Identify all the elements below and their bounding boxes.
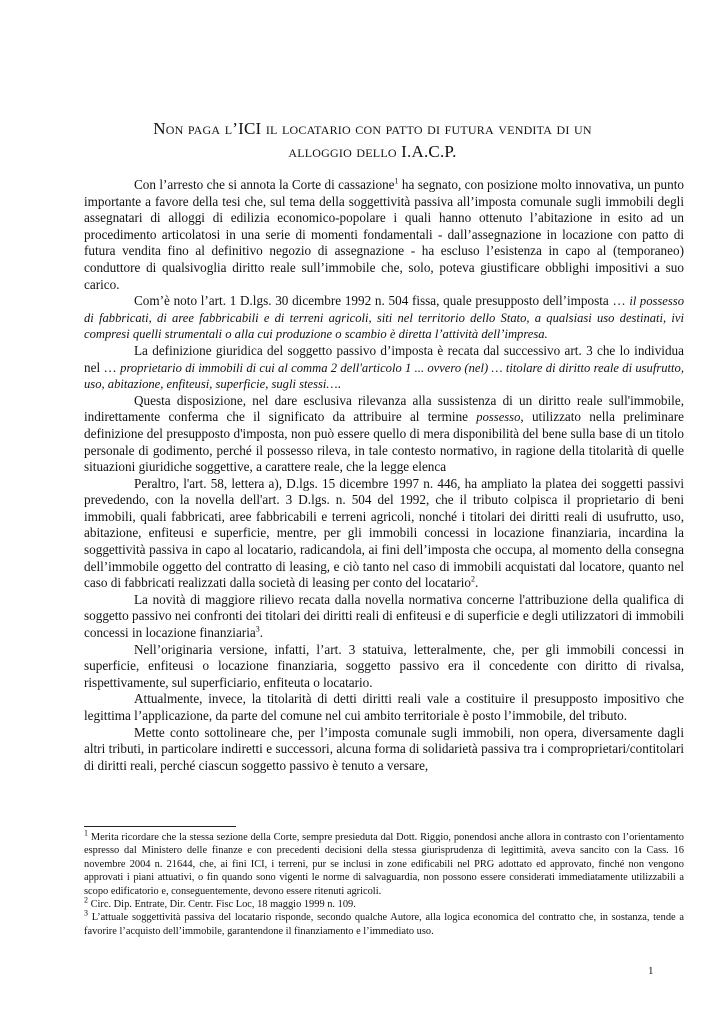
paragraph-2-text: Com’è noto l’art. 1 D.lgs. 30 dicembre 1992 n. 504 fissa, quale presupposto dell’imposta … (134, 293, 630, 309)
paragraph-5-text-a: Peraltro, l'art. 58, lettera a), D.lgs. 15 dicembre 1997 n. 446, ha ampliato la platea dei soggetti passivi prevedendo, con la novella dell'art. 3 D.lgs. n. 504 del 1992, che il tributo colpisca il proprietario di beni immobili, quali fabbricati, aree fabbricabili e terreni agricoli, nonché i titolari dei diritti reali di usufrutto, uso, abitazione, enfiteusi e superficie, mentre, per gli immobili concessi in locazione finanziaria, incardina la soggettività passiva in capo al locatario, radicandola, ai fini dell’imposta che occupa, al momento della consegna dell’immobile oggetto del contratto di leasing, e ciò tanto nel caso di immobili acquistati dal locatore, quanto nel caso di fabbricati realizzati dalla società di leasing per conto del locatario (84, 475, 684, 591)
footnote-2-number: 2 (84, 895, 88, 905)
footnote-1-number: 1 (84, 828, 88, 838)
paragraph-5 (84, 476, 684, 592)
document-title (60, 117, 685, 163)
paragraph-9: Mette conto sottolineare che, per l’imposta comunale sugli immobili, non opera, diversamente dagli altri tributi, in particolare indiretti e successori, alcuna forma di solidarietà passiva tra i comproprietari/contitolari di diritti reali, perché ciascun soggetto passivo è tenuto a versare, (84, 724, 684, 773)
footnote-3 (84, 908, 684, 938)
footnote-ref-3[interactable]: 3 (255, 624, 260, 634)
paragraph-4 (84, 393, 684, 476)
paragraph-4-text-b: , utilizzato nella preliminare definizione del presupposto d'imposta, non può essere quello di mera disponibilità del bene sulla base di un titolo personale di godimento, perché il possesso rileva, in tale contesto normativo, in ragione della titolarità di quelle situazioni giuridiche soggettive, a carattere reale, che la legge elenca (84, 409, 684, 475)
title-line-1: Non paga l’ICI il locatario con patto di futura vendita di un (153, 119, 592, 138)
title-line-2: alloggio dello I.A.C.P. (288, 142, 457, 161)
footnote-3-number: 3 (84, 908, 88, 918)
paragraph-5-text-b: . (475, 575, 479, 591)
paragraph-2 (84, 293, 684, 343)
paragraph-3-quote: proprietario di immobili di cui al comma 2 dell'articolo 1 ... ovvero (nel) … titolare di diritto reale di usufrutto, uso, abitazione, enfiteusi, superficie, sugli stessi… (84, 360, 684, 392)
paragraph-1-text-b: ha segnato, con posizione molto innovativa, un punto importante a favore della tesi che, sul tema della soggettività passiva all’imposta comunale sugli immobili degli assegnatari di alloggi di edilizia economico-popolare i quali hanno ottenuto l’abitazione in esito ad un procedimento articolatosi in una serie di momenti fondamentali - dall’assegnazione in locazione con patto di futura vendita fino al definitivo negozio di assegnazione - ha escluso l’esistenza in capo al (temporaneo) conduttore di qualsivoglia diritto reale sull’immobile che, solo, poteva giustificare obblighi impositivi a suo carico. (84, 177, 685, 292)
footnote-1 (84, 828, 684, 898)
paragraph-6-text-a: La novità di maggiore rilievo recata dalla novella normativa concerne l'attribuzione della qualifica di soggetto passivo nei confronti dei titolari dei diritti reali di enfiteusi e di superficie e degli utilizzatori di immobili concessi in locazione finanziaria (84, 591, 684, 641)
footnote-ref-1[interactable]: 1 (394, 176, 399, 186)
paragraph-1-text-a: Con l’arresto che si annota la Corte di cassazione (134, 177, 395, 192)
paragraph-3-text-a: La definizione giuridica del soggetto passivo d’imposta è recata dal successivo art. 3 che lo individua nel … (84, 342, 684, 375)
paragraph-4-text-a: Questa disposizione, nel dare esclusiva rilevanza alla sussistenza di un diritto reale sull'immobile, indirettamente conferma che il significato da attribuire al termine (84, 392, 684, 425)
paragraph-6-text-b: . (259, 625, 264, 641)
footnote-separator (84, 826, 236, 827)
footnote-2 (84, 895, 684, 911)
paragraph-8: Attualmente, invece, la titolarità di detti diritti reali vale a costituire il presupposto impositivo che legittima l’applicazione, da parte del comune nel cui ambito territoriale è posto l’immobile, del tributo. (84, 691, 684, 723)
paragraph-3 (84, 343, 684, 393)
paragraph-2-quote: il possesso di fabbricati, di aree fabbricabili e di terreni agricoli, siti nel territorio dello Stato, a qualsiasi uso destinati, ivi compresi quelli strumentali o alla cui produzione o scambio è diretta l’attività dell’impresa. (84, 294, 684, 342)
paragraph-6 (84, 592, 684, 642)
paragraph-7: Nell’originaria versione, infatti, l’art. 3 statuiva, letteralmente, che, per gli immobili concessi in superficie, enfiteusi o locazione finanziaria, soggetto passivo era il concedente con diritto di rivalsa, rispettivamente, sul superficiario, enfiteuta o locatario. (84, 641, 684, 690)
paragraph-4-term: possesso (476, 410, 521, 425)
footnote-ref-2[interactable]: 2 (471, 574, 476, 584)
footnotes (84, 828, 684, 938)
paragraph-3-text-b: . (337, 376, 341, 392)
body-text (84, 177, 684, 774)
footnote-2-text: Circ. Dip. Entrate, Dir. Centr. Fisc Loc, 18 maggio 1999 n. 109. (88, 899, 356, 911)
page-number: 1 (648, 965, 654, 977)
footnote-1-text: Merita ricordare che la stessa sezione della Corte, sempre presieduta dal Dott. Riggio, ponendosi anche allora in contrasto con l’orientamento espresso dal Ministero delle finanze e con precedenti decisioni della stessa giurisprudenza di legittimità, aveva sancito con la Cass. 16 novembre 2004 n. 21644, che, ai fini ICI, i terreni, pur se inclusi in zone edificabili nel PRG adottato ed approvato, finché non vengono approvati i piani attuativi, o fin quando sono vigenti le norme di salvaguardia, non possono essere considerati immediatamente utilizzabili a scopo edificatorio e, conseguentemente, devono essere ritenuti agricoli. (84, 832, 684, 897)
paragraph-1 (84, 177, 684, 293)
footnote-3-text: L’attuale soggettività passiva del locatario risponde, secondo qualche Autore, alla logica economica del contratto che, in sostanza, tende a favorire l’acquisto dell’immobile, garantendone il finanziamento e l’immediato uso. (84, 912, 684, 937)
